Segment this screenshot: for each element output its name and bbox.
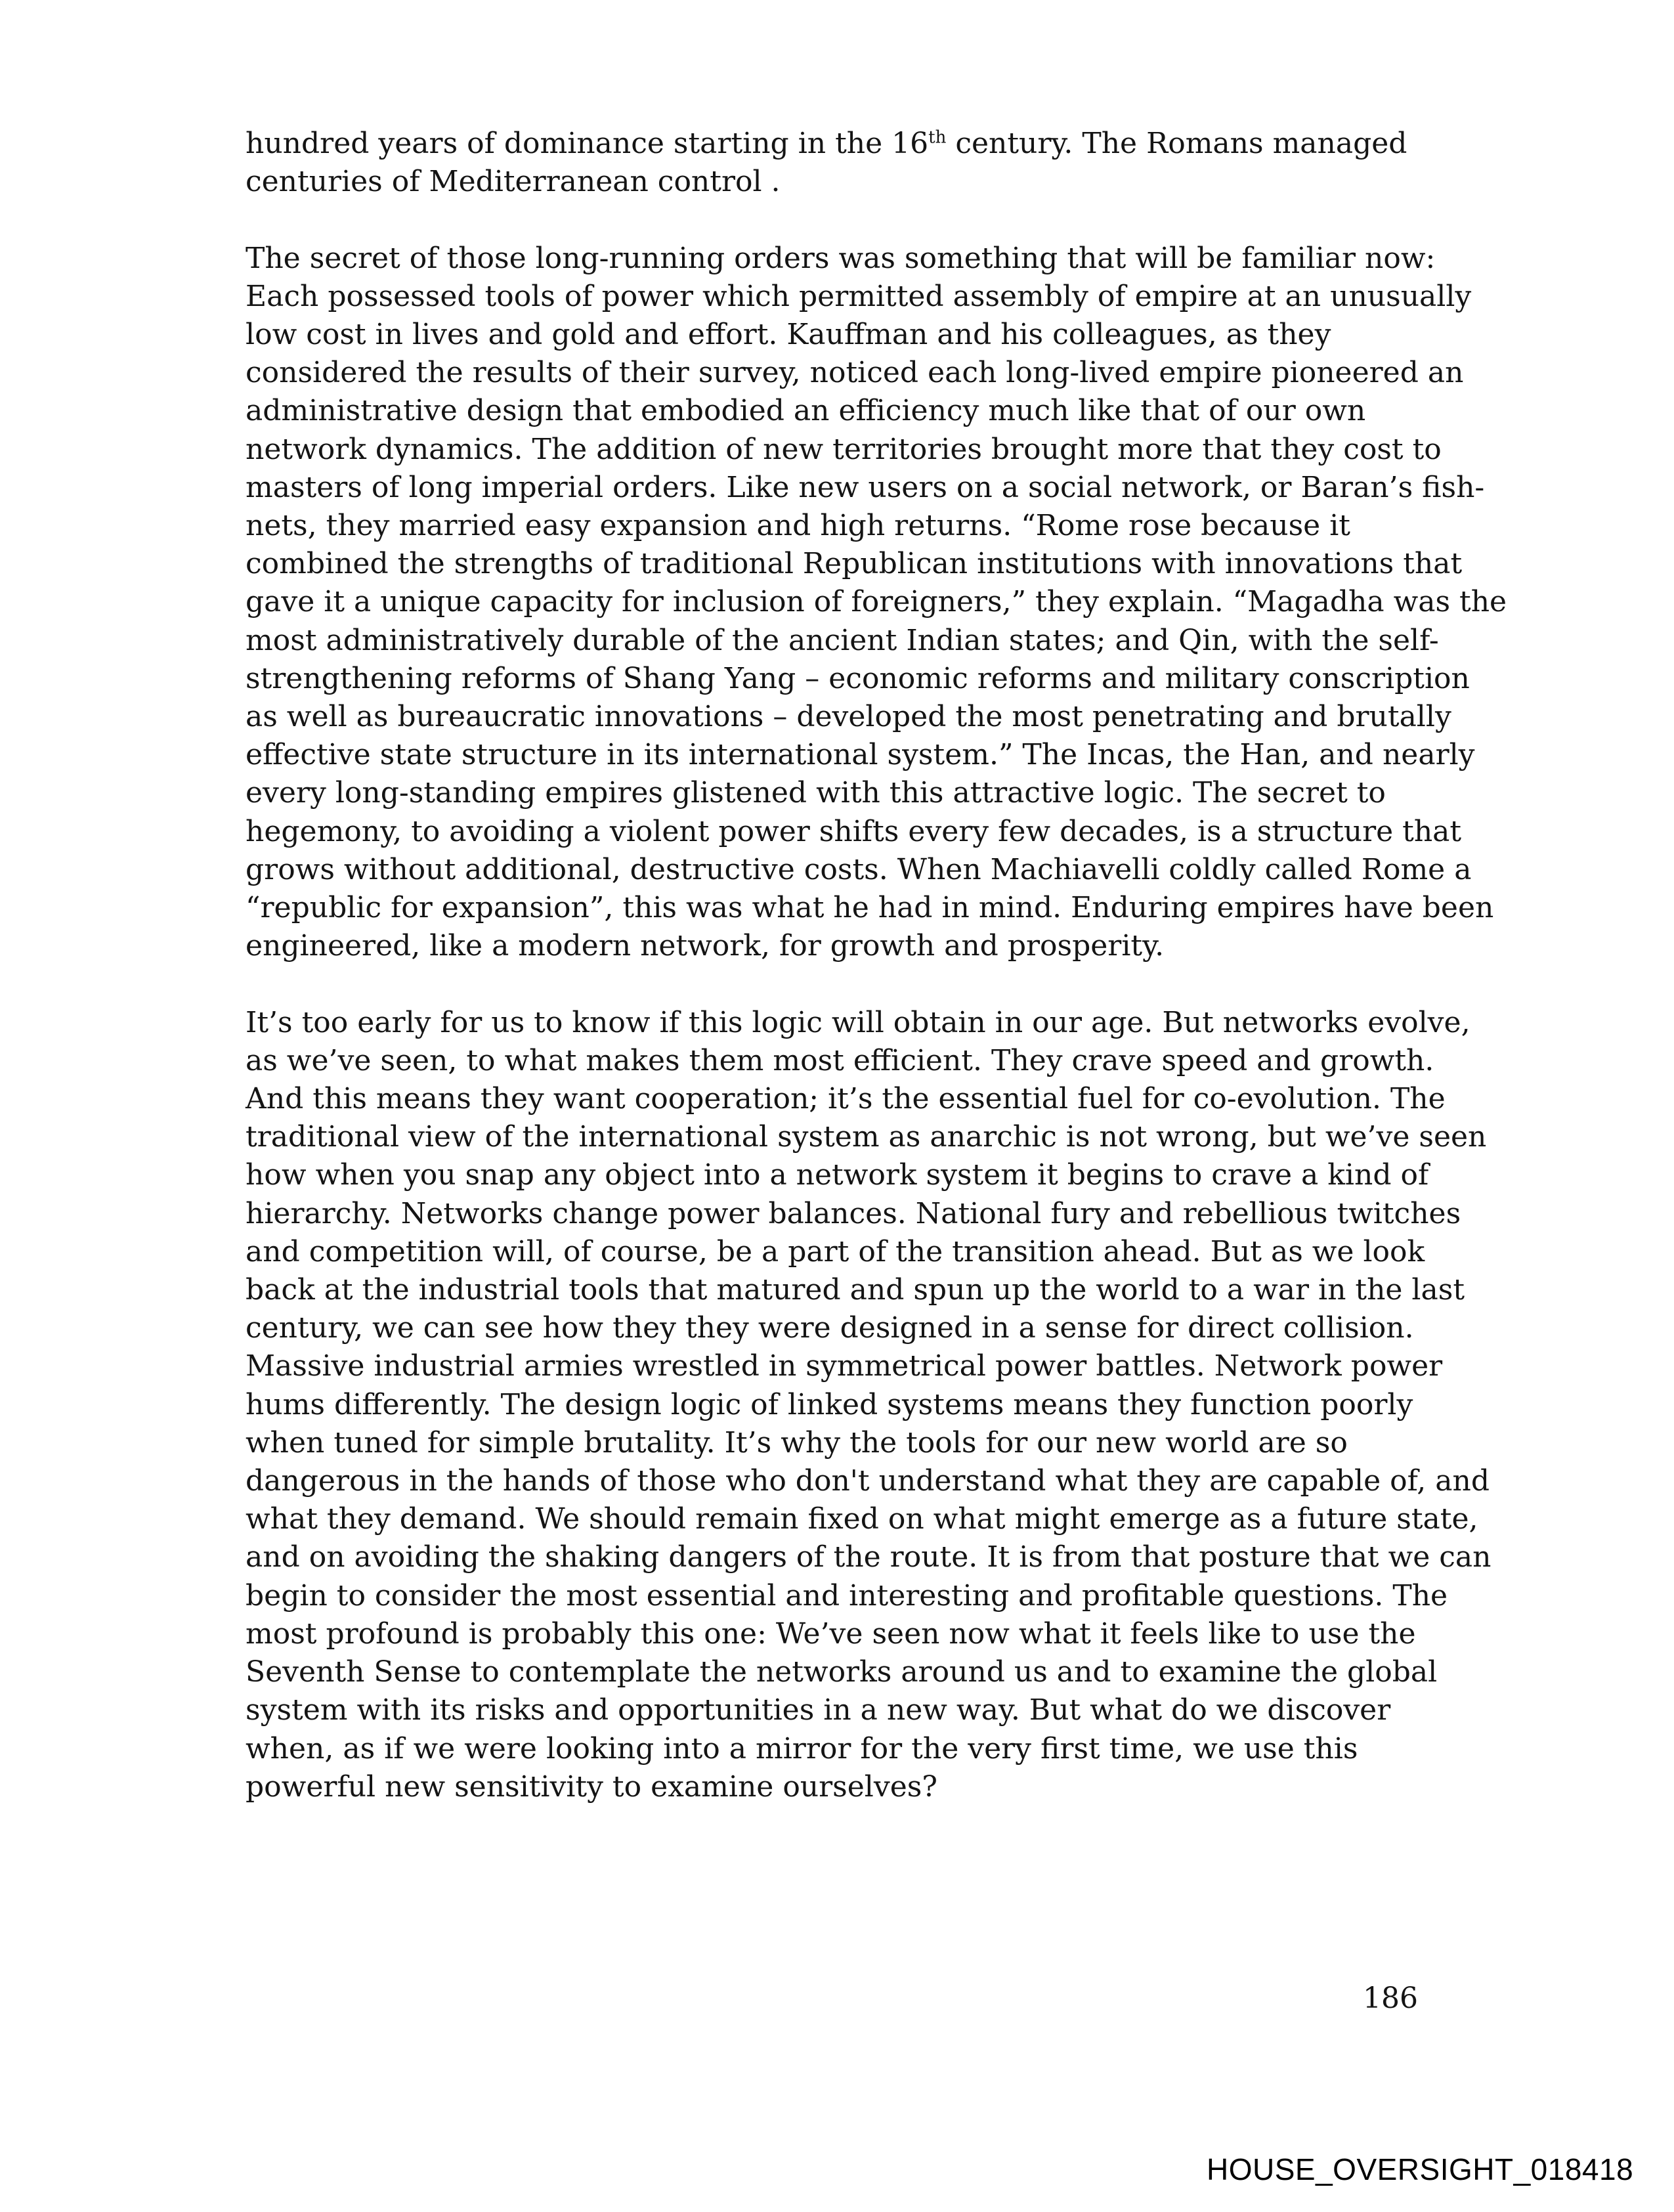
- text-line: century, we can see how they they were designed in a sense for direct collision.: [246, 1311, 1414, 1345]
- text-line: hums differently. The design logic of linked systems means they function poorly: [246, 1387, 1413, 1421]
- text-line-start: hundred years of dominance starting in the 16: [246, 127, 929, 160]
- text-line: network dynamics. The addition of new territories brought more that they cost to: [246, 432, 1442, 466]
- text-line: most profound is probably this one: We’ve seen now what it feels like to use the: [246, 1616, 1416, 1651]
- text-line: nets, they married easy expansion and high returns. “Rome rose because it: [246, 509, 1350, 543]
- text-line: grows without additional, destructive costs. When Machiavelli coldly called Rome a: [246, 852, 1472, 886]
- text-line: “republic for expansion”, this was what he had in mind. Enduring empires have been: [246, 891, 1494, 925]
- text-line: [246, 125, 1427, 163]
- text-line: The secret of those long-running orders was something that will be familiar now:: [246, 241, 1436, 275]
- text-line: begin to consider the most essential and interesting and profitable questions. The: [246, 1578, 1448, 1613]
- text-line: and competition will, of course, be a part of the transition ahead. But as we look: [246, 1234, 1425, 1269]
- bates-number: HOUSE_OVERSIGHT_018418: [1207, 2152, 1634, 2186]
- page-number: 186: [1363, 1982, 1418, 2015]
- text-line: what they demand. We should remain fixed on what might emerge as a future state,: [246, 1502, 1478, 1536]
- text-line: system with its risks and opportunities in a new way. But what do we discover: [246, 1693, 1391, 1727]
- text-line: hegemony, to avoiding a violent power shifts every few decades, is a structure that: [246, 814, 1462, 848]
- text-line: centuries of Mediterranean control .: [246, 165, 781, 199]
- text-line: strengthening reforms of Shang Yang – economic reforms and military conscription: [246, 661, 1470, 695]
- text-line: when, as if we were looking into a mirror for the very first time, we use this: [246, 1731, 1358, 1766]
- text-line: traditional view of the international system as anarchic is not wrong, but we’ve seen: [246, 1120, 1487, 1154]
- text-line: Each possessed tools of power which permitted assembly of empire at an unusually: [246, 279, 1472, 313]
- text-line: and on avoiding the shaking dangers of the route. It is from that posture that we can: [246, 1540, 1492, 1574]
- paragraph-break: [246, 201, 1427, 239]
- text-line: most administratively durable of the ancient Indian states; and Qin, with the self-: [246, 623, 1439, 657]
- text-line: every long-standing empires glistened with this attractive logic. The secret to: [246, 776, 1386, 810]
- text-line: when tuned for simple brutality. It’s why the tools for our new world are so: [246, 1425, 1348, 1460]
- text-line: dangerous in the hands of those who don't understand what they are capable of, and: [246, 1464, 1490, 1498]
- text-line: considered the results of their survey, noticed each long-lived empire pioneered an: [246, 356, 1464, 390]
- text-line: Seventh Sense to contemplate the networks around us and to examine the global: [246, 1655, 1438, 1689]
- text-line: back at the industrial tools that matured and spun up the world to a war in the last: [246, 1273, 1465, 1307]
- text-line: And this means they want cooperation; it’s the essential fuel for co-evolution. The: [246, 1082, 1446, 1116]
- body-text: [246, 125, 1507, 1806]
- ordinal-superscript: th: [928, 127, 947, 148]
- text-line: as we’ve seen, to what makes them most efficient. They crave speed and growth.: [246, 1043, 1434, 1077]
- text-line-end: century. The Romans managed: [946, 127, 1407, 160]
- text-line: gave it a unique capacity for inclusion of foreigners,” they explain. “Magadha was the: [246, 585, 1507, 619]
- text-line: effective state structure in its international system.” The Incas, the Han, and nearly: [246, 738, 1475, 772]
- text-line: powerful new sensitivity to examine ourselves?: [246, 1769, 937, 1804]
- text-line: how when you snap any object into a network system it begins to crave a kind of: [246, 1158, 1429, 1192]
- text-line: combined the strengths of traditional Republican institutions with innovations that: [246, 547, 1463, 581]
- text-line: as well as bureaucratic innovations – developed the most penetrating and brutally: [246, 700, 1451, 734]
- text-line: masters of long imperial orders. Like new users on a social network, or Baran’s fish-: [246, 470, 1485, 504]
- text-line: administrative design that embodied an efficiency much like that of our own: [246, 394, 1366, 428]
- text-line: low cost in lives and gold and effort. Kauffman and his colleagues, as they: [246, 318, 1331, 351]
- paragraph-break: [246, 965, 1427, 1003]
- text-line: engineered, like a modern network, for growth and prosperity.: [246, 929, 1165, 963]
- text-line: Massive industrial armies wrestled in symmetrical power battles. Network power: [246, 1349, 1443, 1383]
- text-line: hierarchy. Networks change power balances. National fury and rebellious twitches: [246, 1196, 1461, 1230]
- text-line: It’s too early for us to know if this logic will obtain in our age. But networks evolve,: [246, 1005, 1470, 1039]
